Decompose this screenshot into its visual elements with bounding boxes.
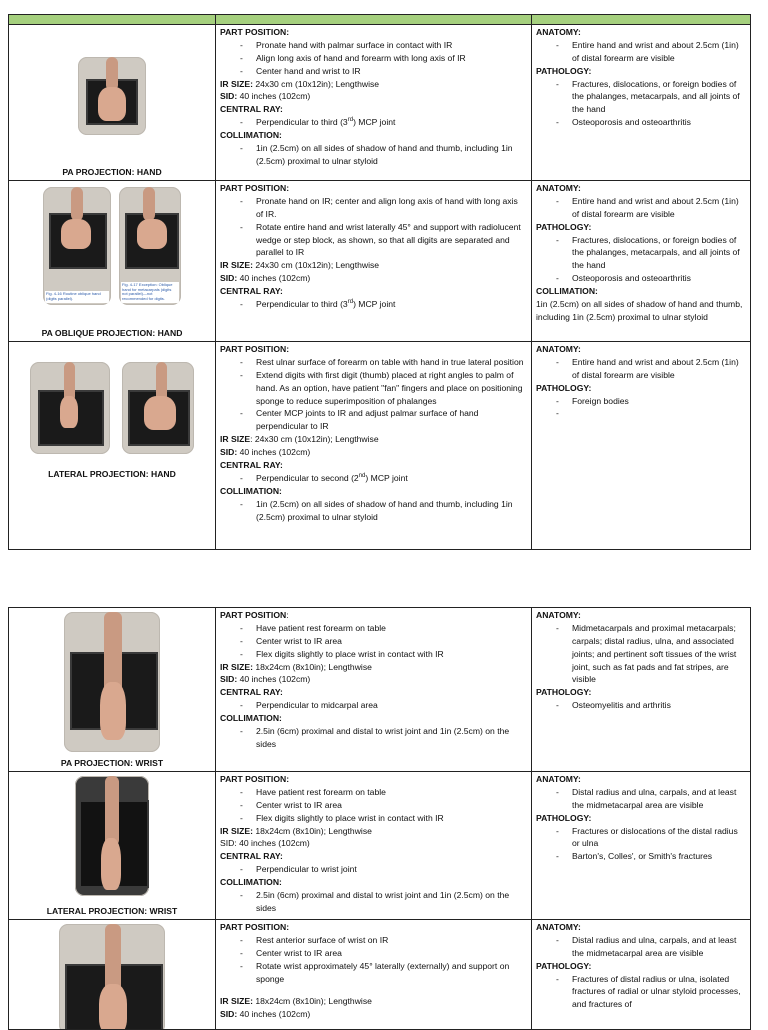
list-item: - Pronate hand on IR; center and align long axis of hand with long axis of IR. bbox=[240, 195, 527, 221]
image-cell bbox=[9, 608, 216, 772]
list-item: - Distal radius and ulna, carpals, and at least the midmetacarpal area are visible bbox=[556, 786, 746, 812]
table-row bbox=[9, 772, 751, 920]
list-item: - Have patient rest forearm on table bbox=[240, 622, 527, 635]
table-row bbox=[9, 608, 751, 772]
central-ray-label: CENTRAL RAY: bbox=[220, 104, 283, 115]
pathology-label: PATHOLOGY: bbox=[536, 221, 592, 232]
table-header-row bbox=[9, 15, 751, 25]
part-position-list bbox=[220, 622, 527, 661]
pathology-list bbox=[536, 973, 746, 1012]
ir-size-line: IR SIZE: 24x30 cm (10x12in); Lengthwise bbox=[220, 434, 379, 445]
table-row bbox=[9, 920, 751, 1030]
projection-caption: PA PROJECTION: WRIST bbox=[60, 758, 164, 769]
list-item: - Rest ulnar surface of forearm on table with hand in true lateral position bbox=[240, 356, 527, 369]
list-item: - 1in (2.5cm) on all sides of shadow of hand and thumb, including 1in (2.5cm) proximal to ulnar styloid bbox=[240, 498, 527, 524]
list-item: - Osteomyelitis and arthritis bbox=[556, 699, 746, 712]
collimation-label: COLLIMATION: bbox=[220, 485, 282, 496]
part-position-list bbox=[220, 786, 527, 825]
image-cell bbox=[9, 920, 216, 1030]
list-item: - Pronate hand with palmar surface in contact with IR bbox=[240, 39, 527, 52]
list-item: - Have patient rest forearm on table bbox=[240, 786, 527, 799]
lateral-wrist-photo bbox=[75, 776, 149, 896]
collimation-list bbox=[220, 498, 527, 524]
list-item: - Center wrist to IR area bbox=[240, 947, 527, 960]
list-item: - 1in (2.5cm) on all sides of shadow of hand and thumb, including 1in (2.5cm) proximal to ulnar styloid bbox=[240, 142, 527, 168]
collimation-label: COLLIMATION: bbox=[220, 877, 282, 888]
collimation-list bbox=[220, 725, 527, 751]
evaluation-cell bbox=[532, 920, 751, 1030]
image-cell bbox=[9, 772, 216, 920]
table-row bbox=[9, 25, 751, 181]
part-position-list bbox=[220, 39, 527, 78]
pathology-label: PATHOLOGY: bbox=[536, 382, 592, 393]
wrist-projection-table bbox=[8, 607, 751, 1030]
pathology-list bbox=[536, 699, 746, 712]
collimation-text: 1in (2.5cm) on all sides of shadow of hand and thumb, including 1in (2.5cm) proximal to ulnar styloid bbox=[536, 299, 743, 322]
list-item: - Perpendicular to midcarpal area bbox=[240, 699, 527, 712]
pathology-list bbox=[536, 825, 746, 864]
image-cell bbox=[9, 181, 216, 342]
list-item: - Flex digits slightly to place wrist in contact with IR bbox=[240, 648, 527, 661]
lateral-hand-photo-extended bbox=[30, 362, 110, 454]
central-ray-list bbox=[220, 298, 527, 311]
procedure-cell bbox=[216, 25, 532, 181]
pathology-list bbox=[536, 395, 746, 408]
list-item: - Perpendicular to third (3rd) MCP joint bbox=[240, 116, 527, 129]
sid-line: SID: 40 inches (102cm) bbox=[220, 1009, 311, 1020]
central-ray-label: CENTRAL RAY: bbox=[220, 286, 283, 297]
pa-wrist-photo bbox=[64, 612, 160, 752]
ir-size-line: IR SIZE: 18x24cm (8x10in); Lengthwise bbox=[220, 825, 372, 836]
procedure-cell bbox=[216, 920, 532, 1030]
projection-caption: PA PROJECTION: HAND bbox=[62, 167, 162, 178]
list-item: - 2.5in (6cm) proximal and distal to wrist joint and 1in (2.5cm) on the sides bbox=[240, 725, 527, 751]
pathology-label: PATHOLOGY: bbox=[536, 960, 592, 971]
anatomy-label: ANATOMY: bbox=[536, 774, 581, 784]
collimation-label: COLLIMATION: bbox=[220, 130, 282, 141]
list-item: - Osteoporosis and osteoarthritis bbox=[556, 116, 746, 129]
pathology-label: PATHOLOGY: bbox=[536, 65, 592, 76]
table-row bbox=[9, 181, 751, 342]
part-position-label: PART POSITION: bbox=[220, 183, 290, 193]
list-item: - Fractures, dislocations, or foreign bodies of the phalanges, metacarpals, and all joints of the hand bbox=[556, 78, 746, 117]
part-position-list bbox=[220, 195, 527, 259]
central-ray-list bbox=[220, 863, 527, 876]
list-item: - Foreign bodies bbox=[556, 395, 746, 408]
oblique-hand-photo-digits-not-parallel: Fig. 4-17 Exception: Oblique hand for metacarpals (digits not parallel)—not recommended for digits. bbox=[119, 187, 181, 305]
part-position-line: PART POSITION: bbox=[220, 610, 289, 620]
anatomy-list bbox=[536, 356, 746, 382]
list-item: - Extend digits with first digit (thumb) placed at right angles to palm of hand. As an option, have patient "fan" fingers and place on positioning sponge to reduce superimposition of phalanges bbox=[240, 369, 527, 408]
list-item: - Perpendicular to third (3rd) MCP joint bbox=[240, 298, 527, 311]
sid-line: SID: 40 inches (102cm) bbox=[220, 674, 311, 685]
projection-caption: PA OBLIQUE PROJECTION: HAND bbox=[41, 328, 183, 339]
list-item: - 2.5in (6cm) proximal and distal to wrist joint and 1in (2.5cm) on the sides bbox=[240, 889, 527, 915]
evaluation-cell bbox=[532, 772, 751, 920]
anatomy-label: ANATOMY: bbox=[536, 610, 581, 620]
ir-size-line: IR SIZE: 18x24cm (8x10in); Lengthwise bbox=[220, 661, 372, 672]
pathology-label: PATHOLOGY: bbox=[536, 812, 592, 823]
procedure-cell bbox=[216, 608, 532, 772]
part-position-label: PART POSITION: bbox=[220, 344, 290, 354]
anatomy-label: ANATOMY: bbox=[536, 344, 581, 354]
anatomy-list bbox=[536, 622, 746, 686]
evaluation-cell bbox=[532, 181, 751, 342]
ir-size-line: IR SIZE: 18x24cm (8x10in); Lengthwise bbox=[220, 996, 372, 1007]
table-row bbox=[9, 342, 751, 550]
list-item: - Fractures of distal radius or ulna, isolated fractures of radial or ulnar styloid processes, and fractures of bbox=[556, 973, 746, 1012]
list-item: - Midmetacarpals and proximal metacarpals; carpals; distal radius, ulna, and associated joints; and pertinent soft tissues of the wrist joint, such as fat pads and fat stripes, are visible bbox=[556, 622, 746, 686]
list-item: - Center hand and wrist to IR bbox=[240, 65, 527, 78]
hand-projection-table bbox=[8, 14, 751, 550]
sid-line: SID: 40 inches (102cm) bbox=[220, 447, 311, 458]
list-item: - Osteoporosis and osteoarthritis bbox=[556, 272, 746, 285]
list-item: - Perpendicular to wrist joint bbox=[240, 863, 527, 876]
part-position-label: PART POSITION: bbox=[220, 27, 290, 37]
anatomy-list bbox=[536, 39, 746, 65]
part-position-list bbox=[220, 356, 527, 433]
ir-size-line: IR SIZE: 24x30 cm (10x12in); Lengthwise bbox=[220, 260, 380, 271]
header-cell bbox=[532, 15, 751, 25]
sid-line: SID: 40 inches (102cm) bbox=[220, 91, 311, 102]
lateral-hand-photo-fanned bbox=[122, 362, 194, 454]
list-item: - Align long axis of hand and forearm with long axis of IR bbox=[240, 52, 527, 65]
list-item: - Distal radius and ulna, carpals, and at least the midmetacarpal area are visible bbox=[556, 934, 746, 960]
anatomy-list bbox=[536, 786, 746, 812]
header-cell bbox=[9, 15, 216, 25]
collimation-list bbox=[220, 889, 527, 915]
part-position-label: PART POSITION: bbox=[220, 922, 290, 932]
procedure-cell bbox=[216, 342, 532, 550]
procedure-cell bbox=[216, 772, 532, 920]
part-position-list bbox=[220, 934, 527, 986]
image-cell bbox=[9, 342, 216, 550]
image-cell bbox=[9, 25, 216, 181]
projection-caption: LATERAL PROJECTION: WRIST bbox=[46, 906, 178, 917]
projection-caption: LATERAL PROJECTION: HAND bbox=[48, 469, 176, 479]
list-item: - Center MCP joints to IR and adjust palmar surface of hand perpendicular to IR bbox=[240, 407, 527, 433]
oblique-wrist-photo bbox=[59, 924, 165, 1030]
central-ray-list bbox=[220, 472, 527, 485]
pathology-label: PATHOLOGY: bbox=[536, 687, 592, 698]
list-item: - Entire hand and wrist and about 2.5cm (1in) of distal forearm are visible bbox=[556, 356, 746, 382]
collimation-list bbox=[220, 142, 527, 168]
evaluation-cell bbox=[532, 608, 751, 772]
sid-line: SID: 40 inches (102cm) bbox=[220, 838, 310, 849]
list-item: - Rotate entire hand and wrist laterally 45° and support with radiolucent wedge or step block, as shown, so that all digits are separated and parallel to IR bbox=[240, 221, 527, 260]
procedure-cell bbox=[216, 181, 532, 342]
anatomy-list bbox=[536, 195, 746, 221]
pathology-list bbox=[536, 78, 746, 130]
central-ray-label: CENTRAL RAY: bbox=[220, 460, 283, 471]
list-item: - Fractures, dislocations, or foreign bodies of the phalanges, metacarpals, and all joints of the hand bbox=[556, 234, 746, 273]
list-item: - Entire hand and wrist and about 2.5cm (1in) of distal forearm are visible bbox=[556, 195, 746, 221]
evaluation-cell bbox=[532, 342, 751, 550]
anatomy-label: ANATOMY: bbox=[536, 27, 581, 37]
header-cell bbox=[216, 15, 532, 25]
list-item: - Barton's, Colles', or Smith's fractures bbox=[556, 850, 746, 863]
part-position-label: PART POSITION: bbox=[220, 774, 290, 784]
oblique-hand-photo-digits-parallel: Fig. 4-16 Routine oblique hand (digits parallel). bbox=[43, 187, 111, 305]
list-item: - Fractures or dislocations of the distal radius or ulna bbox=[556, 825, 746, 851]
list-item: - Rotate wrist approximately 45° laterally (externally) and support on sponge bbox=[240, 960, 527, 986]
central-ray-label: CENTRAL RAY: bbox=[220, 851, 283, 862]
list-item: - Entire hand and wrist and about 2.5cm (1in) of distal forearm are visible bbox=[556, 39, 746, 65]
sid-line: SID: 40 inches (102cm) bbox=[220, 273, 311, 284]
list-item: - Rest anterior surface of wrist on IR bbox=[240, 934, 527, 947]
central-ray-list bbox=[220, 116, 527, 129]
evaluation-cell bbox=[532, 25, 751, 181]
central-ray-list bbox=[220, 699, 527, 712]
central-ray-label: CENTRAL RAY: bbox=[220, 687, 283, 698]
pathology-list bbox=[536, 234, 746, 286]
list-item: - Center wrist to IR area bbox=[240, 635, 527, 648]
pa-hand-photo bbox=[78, 57, 146, 135]
list-item: - Center wrist to IR area bbox=[240, 799, 527, 812]
anatomy-label: ANATOMY: bbox=[536, 922, 581, 932]
anatomy-list bbox=[536, 934, 746, 960]
collimation-label: COLLIMATION: bbox=[536, 286, 598, 297]
collimation-label: COLLIMATION: bbox=[220, 713, 282, 724]
anatomy-label: ANATOMY: bbox=[536, 183, 581, 193]
list-item: - Perpendicular to second (2nd) MCP joint bbox=[240, 472, 527, 485]
list-item: - Flex digits slightly to place wrist in contact with IR bbox=[240, 812, 527, 825]
ir-size-line: IR SIZE: 24x30 cm (10x12in); Lengthwise bbox=[220, 78, 380, 89]
